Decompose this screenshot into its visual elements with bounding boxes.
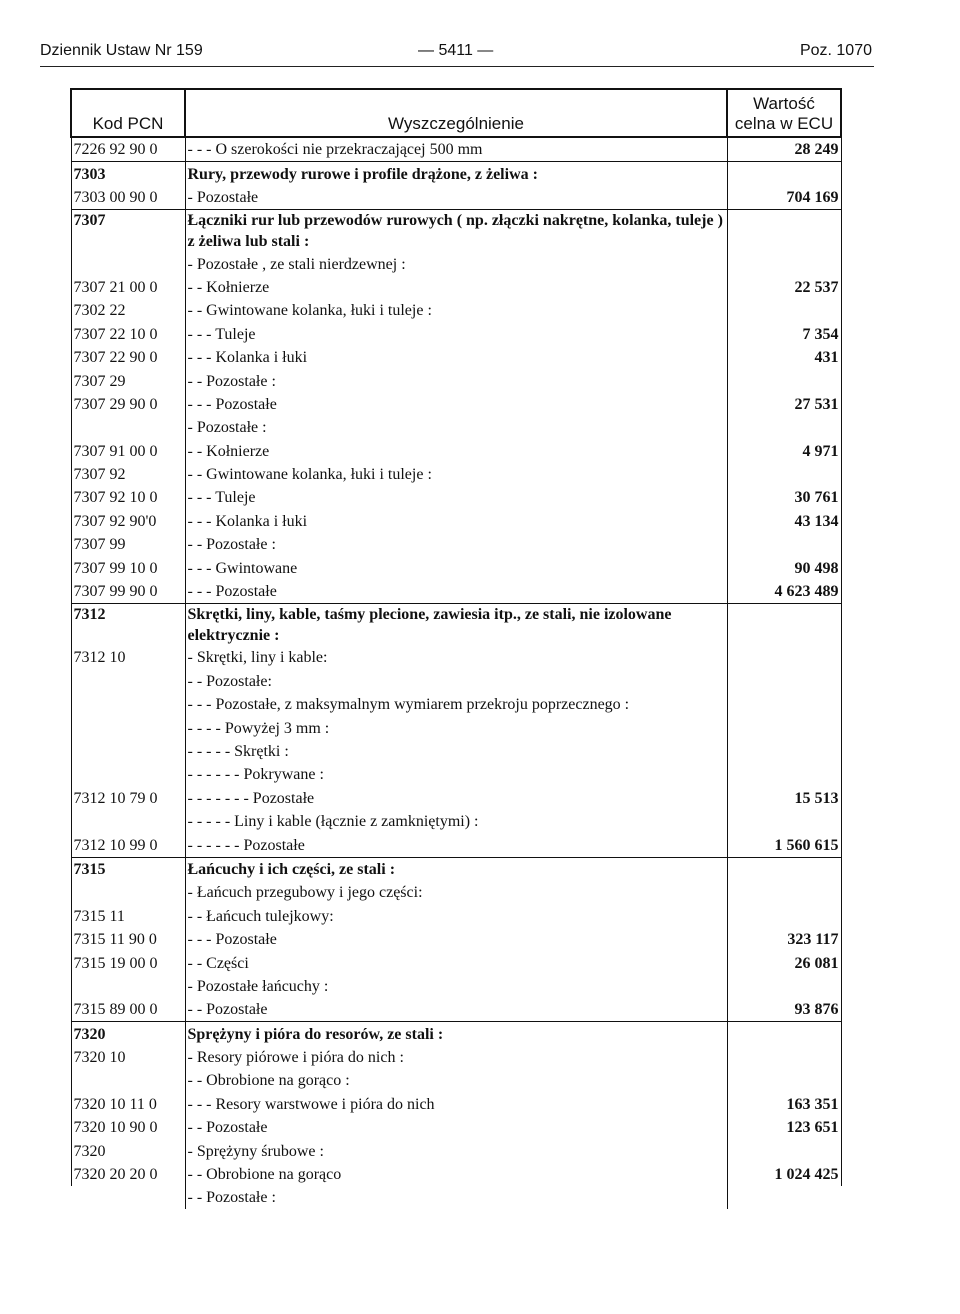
table-row xyxy=(71,252,841,275)
cell-customs-value xyxy=(727,646,841,669)
cell-pcn-code: 7307 92 90'0 xyxy=(71,509,185,532)
column-header-value xyxy=(727,89,841,137)
cell-pcn-code: 7320 xyxy=(71,1022,185,1046)
cell-description: Skrętki, liny, kable, taśmy plecione, zawiesia itp., ze stali, nie izolowane elektrycznie : xyxy=(185,604,727,647)
cell-description: - Łańcuch przegubowy i jego części: xyxy=(185,881,727,904)
cell-customs-value xyxy=(727,533,841,556)
tariff-table-container xyxy=(70,88,840,1209)
cell-customs-value xyxy=(727,604,841,647)
cell-description: - - Obrobione na gorąco : xyxy=(185,1069,727,1092)
cell-pcn-code: 7307 21 00 0 xyxy=(71,276,185,299)
cell-pcn-code xyxy=(71,1186,185,1209)
cell-customs-value xyxy=(727,763,841,786)
table-row xyxy=(71,1046,841,1069)
table-row xyxy=(71,810,841,833)
table-row xyxy=(71,1116,841,1139)
cell-description: - - - - - - Pozostałe xyxy=(185,833,727,857)
table-row xyxy=(71,509,841,532)
cell-pcn-code xyxy=(71,975,185,998)
cell-description: - - - Tuleje xyxy=(185,486,727,509)
cell-description: - - Kołnierze xyxy=(185,276,727,299)
cell-pcn-code: 7307 92 xyxy=(71,463,185,486)
cell-customs-value xyxy=(727,1046,841,1069)
cell-description: - - - - Powyżej 3 mm : xyxy=(185,716,727,739)
table-row xyxy=(71,998,841,1022)
cell-description: - - - Pozostałe xyxy=(185,393,727,416)
table-row xyxy=(71,533,841,556)
cell-pcn-code: 7320 xyxy=(71,1139,185,1162)
cell-customs-value: 26 081 xyxy=(727,951,841,974)
cell-description: - - - Gwintowane xyxy=(185,556,727,579)
cell-pcn-code: 7307 22 10 0 xyxy=(71,322,185,345)
table-row xyxy=(71,1139,841,1162)
table-row xyxy=(71,322,841,345)
cell-description: - - Gwintowane kolanka, łuki i tuleje : xyxy=(185,463,727,486)
cell-pcn-code xyxy=(71,416,185,439)
table-row xyxy=(71,369,841,392)
cell-pcn-code xyxy=(71,693,185,716)
table-row xyxy=(71,881,841,904)
table-row xyxy=(71,463,841,486)
cell-customs-value: 4 971 xyxy=(727,439,841,462)
table-row xyxy=(71,693,841,716)
cell-customs-value: 431 xyxy=(727,346,841,369)
cell-pcn-code: 7226 92 90 0 xyxy=(71,137,185,162)
cell-pcn-code: 7307 92 10 0 xyxy=(71,486,185,509)
column-header-description: Wyszczególnienie xyxy=(185,89,727,137)
cell-customs-value: 27 531 xyxy=(727,393,841,416)
cell-customs-value xyxy=(727,463,841,486)
table-row xyxy=(71,975,841,998)
cell-customs-value xyxy=(727,693,841,716)
cell-description: - Pozostałe : xyxy=(185,416,727,439)
cell-description: - - Pozostałe : xyxy=(185,1186,727,1209)
table-row xyxy=(71,580,841,604)
table-row xyxy=(71,833,841,857)
table-row xyxy=(71,486,841,509)
table-row xyxy=(71,604,841,647)
cell-pcn-code xyxy=(71,810,185,833)
cell-pcn-code xyxy=(71,669,185,692)
table-row xyxy=(71,416,841,439)
table-row xyxy=(71,210,841,253)
cell-customs-value: 1 024 425 xyxy=(727,1163,841,1186)
cell-customs-value xyxy=(727,740,841,763)
cell-pcn-code: 7307 29 xyxy=(71,369,185,392)
table-body xyxy=(71,137,841,1209)
cell-pcn-code: 7312 xyxy=(71,604,185,647)
cell-description: Łączniki rur lub przewodów rurowych ( np. złączki nakrętne, kolanka, tuleje ) z żeliwa lub stali : xyxy=(185,210,727,253)
cell-description: - Resory piórowe i pióra do nich : xyxy=(185,1046,727,1069)
cell-customs-value: 123 651 xyxy=(727,1116,841,1139)
cell-description: Rury, przewody rurowe i profile drążone, z żeliwa : xyxy=(185,162,727,186)
journal-title: Dziennik Ustaw Nr 159 xyxy=(40,42,203,59)
cell-pcn-code: 7307 xyxy=(71,210,185,253)
cell-customs-value xyxy=(727,1139,841,1162)
table-row xyxy=(71,1022,841,1046)
cell-pcn-code: 7307 99 90 0 xyxy=(71,580,185,604)
table-row xyxy=(71,346,841,369)
cell-pcn-code xyxy=(71,740,185,763)
cell-pcn-code: 7320 10 90 0 xyxy=(71,1116,185,1139)
cell-pcn-code: 7312 10 79 0 xyxy=(71,786,185,809)
table-row xyxy=(71,786,841,809)
cell-description: Łańcuchy i ich części, ze stali : xyxy=(185,857,727,881)
table-row xyxy=(71,137,841,162)
cell-customs-value: 7 354 xyxy=(727,322,841,345)
cell-description: - - - Pozostałe xyxy=(185,580,727,604)
table-row xyxy=(71,740,841,763)
cell-customs-value: 90 498 xyxy=(727,556,841,579)
cell-customs-value xyxy=(727,716,841,739)
cell-customs-value: 323 117 xyxy=(727,928,841,951)
position-number: Poz. 1070 xyxy=(799,42,872,59)
cell-pcn-code: 7302 22 xyxy=(71,299,185,322)
cell-pcn-code xyxy=(71,881,185,904)
cell-pcn-code: 7303 xyxy=(71,162,185,186)
cell-customs-value: 30 761 xyxy=(727,486,841,509)
cell-description: Sprężyny i pióra do resorów, ze stali : xyxy=(185,1022,727,1046)
cell-customs-value xyxy=(727,881,841,904)
cell-customs-value: 4 623 489 xyxy=(727,580,841,604)
cell-description: - - - - - Skrętki : xyxy=(185,740,727,763)
table-row xyxy=(71,857,841,881)
table-row xyxy=(71,928,841,951)
cell-customs-value: 15 513 xyxy=(727,786,841,809)
cell-pcn-code: 7320 10 xyxy=(71,1046,185,1069)
cell-description: - - - - - Liny i kable (łącznie z zamkniętymi) : xyxy=(185,810,727,833)
cell-pcn-code xyxy=(71,716,185,739)
cell-pcn-code: 7315 11 90 0 xyxy=(71,928,185,951)
cell-customs-value xyxy=(727,252,841,275)
column-header-code: Kod PCN xyxy=(71,89,185,137)
table-row xyxy=(71,299,841,322)
cell-customs-value: 93 876 xyxy=(727,998,841,1022)
cell-description: - - - Tuleje xyxy=(185,322,727,345)
column-header-value-line2: celna w ECU xyxy=(734,114,834,133)
table-row xyxy=(71,556,841,579)
cell-pcn-code: 7307 99 10 0 xyxy=(71,556,185,579)
cell-customs-value: 22 537 xyxy=(727,276,841,299)
table-row xyxy=(71,716,841,739)
cell-description: - - - Kolanka i łuki xyxy=(185,509,727,532)
page-header xyxy=(40,38,874,67)
cell-description: - - Pozostałe : xyxy=(185,533,727,556)
table-row xyxy=(71,276,841,299)
cell-pcn-code: 7303 00 90 0 xyxy=(71,186,185,210)
cell-customs-value xyxy=(727,1022,841,1046)
cell-description: - - Gwintowane kolanka, łuki i tuleje : xyxy=(185,299,727,322)
cell-customs-value xyxy=(727,1069,841,1092)
cell-description: - - - Kolanka i łuki xyxy=(185,346,727,369)
cell-pcn-code: 7315 89 00 0 xyxy=(71,998,185,1022)
cell-description: - - Pozostałe xyxy=(185,1116,727,1139)
cell-pcn-code: 7307 29 90 0 xyxy=(71,393,185,416)
cell-description: - Pozostałe , ze stali nierdzewnej : xyxy=(185,252,727,275)
cell-pcn-code: 7312 10 99 0 xyxy=(71,833,185,857)
table-row xyxy=(71,162,841,186)
cell-description: - - Części xyxy=(185,951,727,974)
cell-pcn-code: 7307 91 00 0 xyxy=(71,439,185,462)
cell-description: - - - O szerokości nie przekraczającej 500 mm xyxy=(185,137,727,162)
cell-pcn-code xyxy=(71,252,185,275)
table-row xyxy=(71,669,841,692)
cell-pcn-code: 7320 10 11 0 xyxy=(71,1092,185,1115)
table-row xyxy=(71,186,841,210)
table-row xyxy=(71,646,841,669)
cell-description: - - - - - - Pokrywane : xyxy=(185,763,727,786)
cell-customs-value: 704 169 xyxy=(727,186,841,210)
table-row xyxy=(71,904,841,927)
cell-pcn-code xyxy=(71,763,185,786)
cell-customs-value: 1 560 615 xyxy=(727,833,841,857)
cell-pcn-code xyxy=(71,1069,185,1092)
table-row xyxy=(71,1092,841,1115)
cell-description: - - - Pozostałe, z maksymalnym wymiarem przekroju poprzecznego : xyxy=(185,693,727,716)
cell-description: - - Pozostałe xyxy=(185,998,727,1022)
cell-description: - - Pozostałe: xyxy=(185,669,727,692)
cell-customs-value xyxy=(727,210,841,253)
cell-customs-value xyxy=(727,369,841,392)
cell-description: - - Obrobione na gorąco xyxy=(185,1163,727,1186)
cell-customs-value xyxy=(727,299,841,322)
cell-description: - - - Pozostałe xyxy=(185,928,727,951)
cell-customs-value xyxy=(727,669,841,692)
cell-customs-value xyxy=(727,857,841,881)
cell-description: - Pozostałe xyxy=(185,186,727,210)
cell-customs-value: 43 134 xyxy=(727,509,841,532)
cell-customs-value: 163 351 xyxy=(727,1092,841,1115)
table-row xyxy=(71,393,841,416)
cell-customs-value xyxy=(727,162,841,186)
table-row xyxy=(71,1069,841,1092)
cell-pcn-code: 7315 19 00 0 xyxy=(71,951,185,974)
cell-customs-value xyxy=(727,1186,841,1209)
table-header-row xyxy=(71,89,841,137)
cell-description: - - Pozostałe : xyxy=(185,369,727,392)
cell-pcn-code: 7315 xyxy=(71,857,185,881)
cell-description: - - Łańcuch tulejkowy: xyxy=(185,904,727,927)
table-row xyxy=(71,951,841,974)
cell-pcn-code: 7307 99 xyxy=(71,533,185,556)
cell-customs-value xyxy=(727,975,841,998)
cell-description: - Skrętki, liny i kable: xyxy=(185,646,727,669)
cell-pcn-code: 7315 11 xyxy=(71,904,185,927)
tariff-table xyxy=(70,88,842,1209)
column-header-value-line1: Wartość xyxy=(753,94,815,113)
cell-pcn-code: 7312 10 xyxy=(71,646,185,669)
table-row xyxy=(71,439,841,462)
cell-description: - - - Resory warstwowe i pióra do nich xyxy=(185,1092,727,1115)
cell-pcn-code: 7307 22 90 0 xyxy=(71,346,185,369)
cell-description: - Sprężyny śrubowe : xyxy=(185,1139,727,1162)
cell-description: - - Kołnierze xyxy=(185,439,727,462)
cell-customs-value xyxy=(727,810,841,833)
cell-customs-value: 28 249 xyxy=(727,137,841,162)
cell-pcn-code: 7320 20 20 0 xyxy=(71,1163,185,1186)
cell-customs-value xyxy=(727,416,841,439)
page-number: — 5411 — xyxy=(418,42,494,59)
cell-description: - - - - - - - Pozostałe xyxy=(185,786,727,809)
table-row xyxy=(71,1186,841,1209)
cell-customs-value xyxy=(727,904,841,927)
table-row xyxy=(71,1163,841,1186)
cell-description: - Pozostałe łańcuchy : xyxy=(185,975,727,998)
table-row xyxy=(71,763,841,786)
